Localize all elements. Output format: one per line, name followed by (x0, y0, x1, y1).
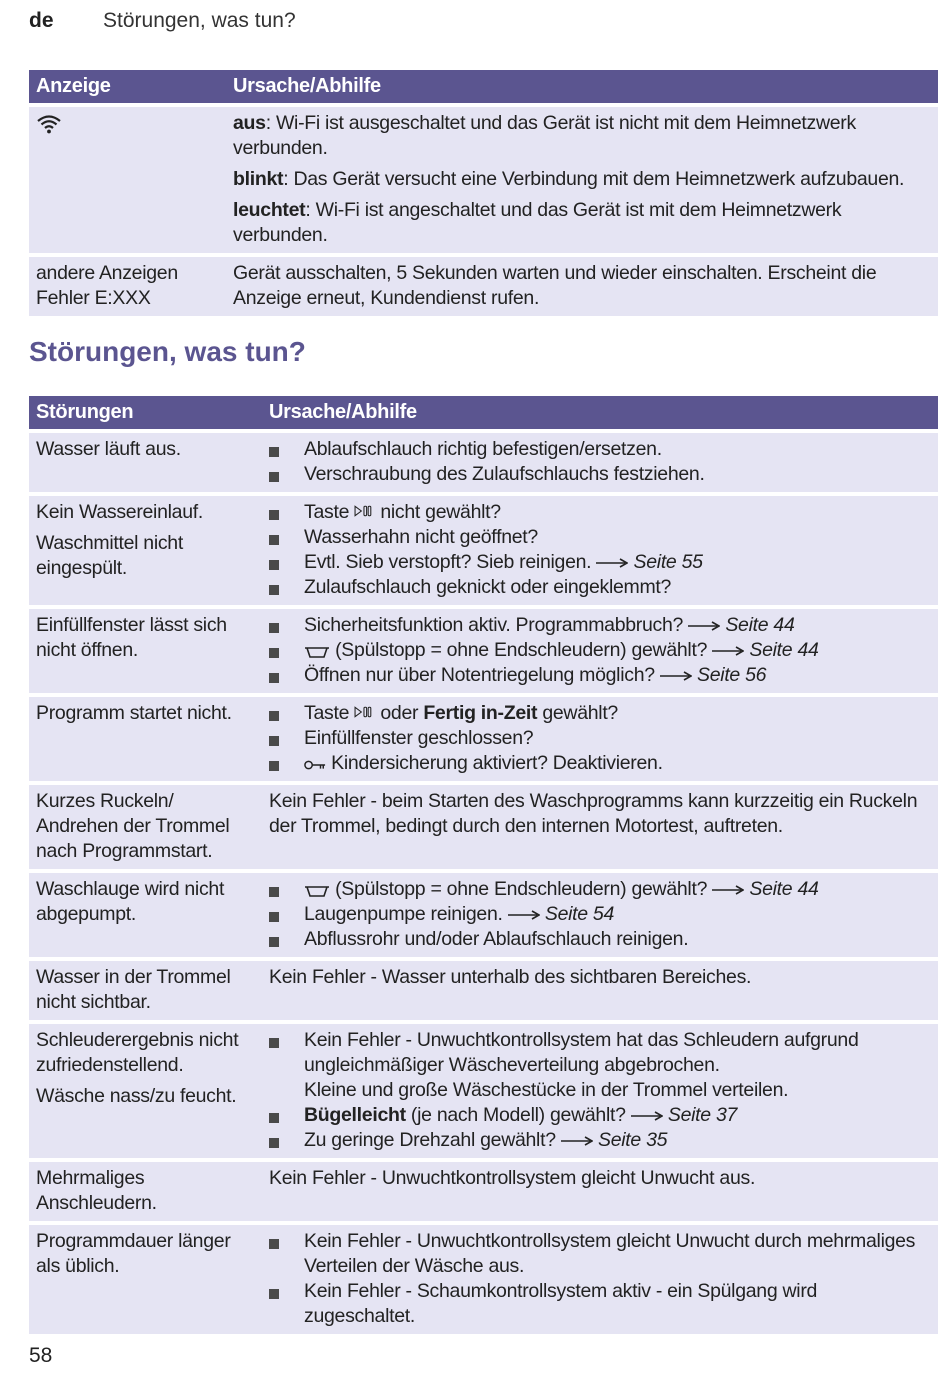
table-row (29, 107, 938, 253)
start-pause-icon (354, 501, 375, 521)
list-item: Taste oder Fertig in-Zeit gewählt? (269, 701, 931, 726)
page-number: 58 (29, 1344, 53, 1367)
solution-cell: Kein Fehler - Unwuchtkontrollsystem gleicht Unwucht aus. (262, 1162, 938, 1221)
list-item: (Spülstopp = ohne Endschleudern) gewählt? Seite 44 (269, 877, 931, 902)
list-item: Sicherheitsfunktion aktiv. Programmabbruch? Seite 44 (269, 613, 931, 638)
section-title: Störungen, was tun? (29, 336, 306, 367)
problem-cell: Wasser in der Trommel nicht sichtbar. (29, 961, 262, 1020)
page-header-lang: de (29, 9, 54, 32)
rinse-hold-icon (304, 645, 330, 659)
page-reference[interactable]: Seite 37 (667, 1104, 738, 1126)
list-item: Taste nicht gewählt? (269, 500, 931, 525)
page-reference[interactable]: Seite 44 (749, 878, 819, 900)
arrow-right-icon (712, 885, 744, 895)
arrow-right-icon (688, 621, 720, 631)
table-row (29, 873, 938, 957)
table-row (29, 961, 938, 1020)
problem-cell: Schleuderergebnis nicht zufriedenstellend. Wäsche nass/zu feucht. (29, 1024, 262, 1158)
problem-cell: Kein Wassereinlauf. Waschmittel nicht eingespült. (29, 496, 262, 605)
table-row (29, 785, 938, 869)
wifi-on-text: leuchtet: Wi-Fi ist angeschaltet und das Gerät ist mit dem Heimnetzwerk verbunden. (233, 199, 842, 246)
list-item: Kein Fehler - Unwuchtkontrollsystem hat das Schleudern aufgrund ungleichmäßiger Wäscheverteilung abgebrochen. Kleine und große Wäschestücke in der Trommel verteilen. (269, 1028, 931, 1103)
arrow-right-icon (561, 1136, 593, 1146)
page-reference[interactable]: Seite 56 (697, 664, 767, 686)
table-header-row (29, 70, 938, 103)
list-item: Abflussrohr und/oder Ablaufschlauch reinigen. (269, 927, 931, 952)
table-row (29, 1024, 938, 1158)
problem-cell: Waschlauge wird nicht abgepumpt. (29, 873, 262, 957)
column-header-problem: Störungen (29, 396, 262, 429)
table-row (29, 257, 938, 316)
solution-cell (262, 873, 938, 957)
arrow-right-icon (508, 910, 540, 920)
list-item: Evtl. Sieb verstopft? Sieb reinigen. Seite 55 (269, 550, 931, 575)
problem-cell: Mehrmaliges Anschleudern. (29, 1162, 262, 1221)
solution-cell (262, 609, 938, 693)
list-item: Bügelleicht (je nach Modell) gewählt? Seite 37 (269, 1103, 931, 1128)
arrow-right-icon (631, 1111, 663, 1121)
arrow-right-icon (712, 646, 744, 656)
list-item: Ablaufschlauch richtig befestigen/ersetzen. (269, 437, 931, 462)
list-item: (Spülstopp = ohne Endschleudern) gewählt? Seite 44 (269, 638, 931, 663)
wifi-blink-text: blinkt: Das Gerät versucht eine Verbindung mit dem Heimnetzwerk aufzubauen. (233, 168, 905, 190)
page-reference[interactable]: Seite 54 (544, 903, 615, 925)
solution-cell (262, 697, 938, 781)
page-reference[interactable]: Seite 44 (725, 614, 795, 636)
cause-cell: Gerät ausschalten, 5 Sekunden warten und wieder einschalten. Erscheint die Anzeige erneut, Kundendienst rufen. (226, 257, 938, 316)
page-header-title: Störungen, was tun? (103, 9, 296, 32)
list-item: Öffnen nur über Notentriegelung möglich? Seite 56 (269, 663, 931, 688)
column-header-cause: Ursache/Abhilfe (262, 396, 938, 429)
list-item: Verschraubung des Zulaufschlauchs festziehen. (269, 462, 931, 487)
display-cell (29, 107, 226, 253)
table-row (29, 1162, 938, 1221)
solution-cell (262, 496, 938, 605)
page-reference[interactable]: Seite 55 (633, 551, 703, 573)
problem-cell: Kurzes Ruckeln/ Andrehen der Trommel nach Programmstart. (29, 785, 262, 869)
list-item: Zulaufschlauch geknickt oder eingeklemmt? (269, 575, 931, 600)
solution-cell (262, 433, 938, 492)
solution-cell (262, 1024, 938, 1158)
problem-cell: Programm startet nicht. (29, 697, 262, 781)
cause-cell (226, 107, 938, 253)
page-reference[interactable]: Seite 35 (598, 1129, 668, 1151)
column-header-cause: Ursache/Abhilfe (226, 70, 938, 103)
table-header-row (29, 396, 938, 429)
problem-cell: Programmdauer länger als üblich. (29, 1225, 262, 1334)
problem-cell: Einfüllfenster lässt sich nicht öffnen. (29, 609, 262, 693)
rinse-hold-icon (304, 884, 330, 898)
list-item: Kindersicherung aktiviert? Deaktivieren. (269, 751, 931, 776)
list-item: Zu geringe Drehzahl gewählt? Seite 35 (269, 1128, 931, 1153)
problem-cell: Wasser läuft aus. (29, 433, 262, 492)
list-item: Kein Fehler - Schaumkontrollsystem aktiv - ein Spülgang wird zugeschaltet. (269, 1279, 931, 1329)
wifi-off-text: aus: Wi-Fi ist ausgeschaltet und das Gerät ist nicht mit dem Heimnetzwerk verbunden. (233, 112, 856, 159)
solution-cell: Kein Fehler - Wasser unterhalb des sichtbaren Bereiches. (262, 961, 938, 1020)
arrow-right-icon (660, 671, 692, 681)
list-item: Kein Fehler - Unwuchtkontrollsystem gleicht Unwucht durch mehrmaliges Verteilen der Wäsche aus. (269, 1229, 931, 1279)
page-reference[interactable]: Seite 44 (749, 639, 819, 661)
table-row (29, 1225, 938, 1334)
start-pause-icon (354, 702, 375, 722)
table-row (29, 609, 938, 693)
list-item: Laugenpumpe reinigen. Seite 54 (269, 902, 931, 927)
solution-cell (262, 1225, 938, 1334)
table-row (29, 697, 938, 781)
display-table (29, 66, 938, 320)
column-header-display: Anzeige (29, 70, 226, 103)
solution-cell: Kein Fehler - beim Starten des Waschprogramms kann kurzzeitig ein Ruckeln der Trommel, bedingt durch den internen Motortest, auftreten. (262, 785, 938, 869)
display-cell: andere Anzeigen Fehler E:XXX (29, 257, 226, 316)
troubleshooting-table (29, 392, 938, 1338)
wifi-icon (36, 113, 62, 135)
key-icon (304, 758, 326, 772)
list-item: Wasserhahn nicht geöffnet? (269, 525, 931, 550)
list-item: Einfüllfenster geschlossen? (269, 726, 931, 751)
table-row (29, 496, 938, 605)
table-row (29, 433, 938, 492)
arrow-right-icon (596, 558, 628, 568)
